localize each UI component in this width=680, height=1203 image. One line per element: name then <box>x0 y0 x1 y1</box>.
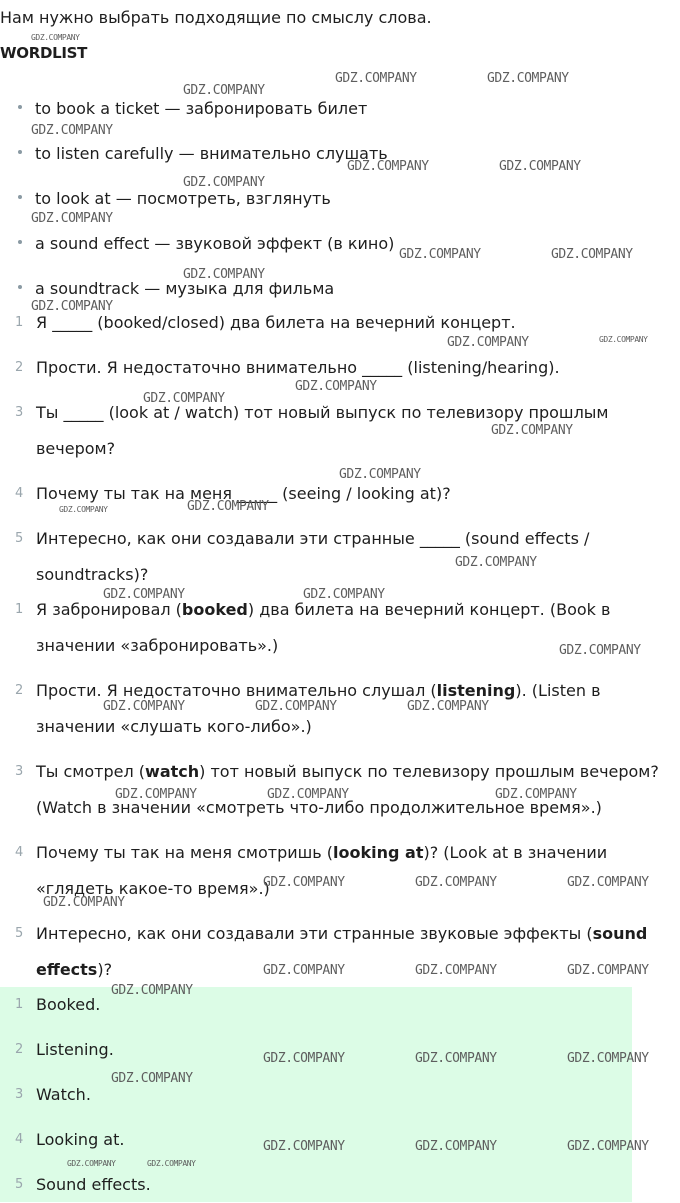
watermark: GDZ.COMPANY <box>599 335 648 344</box>
item-number: 1 <box>15 602 24 617</box>
watermark: GDZ.COMPANY <box>183 267 265 282</box>
watermark: GDZ.COMPANY <box>551 247 633 262</box>
item-text: Интересно, как они создавали эти странные _____ (sound effects / soundtracks)? <box>36 529 590 584</box>
watermark: GDZ.COMPANY <box>103 699 185 714</box>
watermark: GDZ.COMPANY <box>31 299 113 314</box>
watermark: GDZ.COMPANY <box>263 875 345 890</box>
watermark: GDZ.COMPANY <box>263 963 345 978</box>
watermark: GDZ.COMPANY <box>59 505 108 514</box>
watermark: GDZ.COMPANY <box>295 379 377 394</box>
watermark: GDZ.COMPANY <box>495 787 577 802</box>
watermark: GDZ.COMPANY <box>487 71 569 86</box>
watermark: GDZ.COMPANY <box>255 699 337 714</box>
answer-text: Sound effects. <box>36 1175 151 1194</box>
bullet-dot <box>18 195 22 199</box>
item-number: 1 <box>15 315 24 330</box>
item-number: 1 <box>15 997 24 1012</box>
watermark: GDZ.COMPANY <box>267 787 349 802</box>
item-number: 4 <box>15 486 24 501</box>
answer-text: Listening. <box>36 1040 114 1059</box>
watermark: GDZ.COMPANY <box>263 1139 345 1154</box>
item-number: 3 <box>15 764 24 779</box>
watermark: GDZ.COMPANY <box>111 1071 193 1086</box>
item-text: Почему ты так на меня _____ (seeing / looking at)? <box>36 484 451 503</box>
watermark: GDZ.COMPANY <box>143 391 225 406</box>
answer-text: Watch. <box>36 1085 91 1104</box>
watermark: GDZ.COMPANY <box>347 159 429 174</box>
watermark: GDZ.COMPANY <box>399 247 481 262</box>
watermark: GDZ.COMPANY <box>567 1051 649 1066</box>
watermark: GDZ.COMPANY <box>103 587 185 602</box>
watermark: GDZ.COMPANY <box>415 875 497 890</box>
watermark: GDZ.COMPANY <box>263 1051 345 1066</box>
item-number: 2 <box>15 360 24 375</box>
watermark: GDZ.COMPANY <box>67 1159 116 1168</box>
item-number: 4 <box>15 845 24 860</box>
watermark: GDZ.COMPANY <box>567 875 649 890</box>
watermark: GDZ.COMPANY <box>183 175 265 190</box>
item-text: Почему ты так на меня смотришь (looking at)? (Look at в значении «глядеть какое-то время».) <box>36 843 608 898</box>
item-text: Интересно, как они создавали эти странные звуковые эффекты (sound effects)? <box>36 924 648 979</box>
watermark: GDZ.COMPANY <box>415 963 497 978</box>
watermark: GDZ.COMPANY <box>31 211 113 226</box>
watermark: GDZ.COMPANY <box>187 499 269 514</box>
wordlist-heading: WORDLIST <box>0 44 88 62</box>
item-text: Прости. Я недостаточно внимательно _____ (listening/hearing). <box>36 358 560 377</box>
watermark: GDZ.COMPANY <box>499 159 581 174</box>
watermark: GDZ.COMPANY <box>43 895 125 910</box>
watermark: GDZ.COMPANY <box>407 699 489 714</box>
watermark: GDZ.COMPANY <box>303 587 385 602</box>
item-number: 4 <box>15 1132 24 1147</box>
watermark: GDZ.COMPANY <box>339 467 421 482</box>
item-number: 5 <box>15 531 24 546</box>
watermark: GDZ.COMPANY <box>491 423 573 438</box>
watermark: GDZ.COMPANY <box>115 787 197 802</box>
watermark: GDZ.COMPANY <box>455 555 537 570</box>
watermark: GDZ.COMPANY <box>567 1139 649 1154</box>
watermark: GDZ.COMPANY <box>111 983 193 998</box>
watermark: GDZ.COMPANY <box>567 963 649 978</box>
item-text: Прости. Я недостаточно внимательно слушал (listening). (Listen в значении «слушать кого-либо».) <box>36 681 601 736</box>
item-number: 3 <box>15 405 24 420</box>
answer-text: Booked. <box>36 995 101 1014</box>
watermark: GDZ.COMPANY <box>31 33 80 42</box>
item-number: 2 <box>15 683 24 698</box>
watermark: GDZ.COMPANY <box>31 123 113 138</box>
watermark: GDZ.COMPANY <box>559 643 641 658</box>
bullet-dot <box>18 150 22 154</box>
watermark: GDZ.COMPANY <box>147 1159 196 1168</box>
watermark: GDZ.COMPANY <box>335 71 417 86</box>
bullet-dot <box>18 240 22 244</box>
item-text: Я забронировал (booked) два билета на вечерний концерт. (Book в значении «забронировать».) <box>36 600 611 655</box>
item-number: 5 <box>15 926 24 941</box>
bullet-dot <box>18 105 22 109</box>
watermark: GDZ.COMPANY <box>183 83 265 98</box>
item-number: 3 <box>15 1087 24 1102</box>
bullet-dot <box>18 285 22 289</box>
item-number: 2 <box>15 1042 24 1057</box>
answer-text: Looking at. <box>36 1130 125 1149</box>
watermark: GDZ.COMPANY <box>447 335 529 350</box>
watermark: GDZ.COMPANY <box>415 1139 497 1154</box>
watermark: GDZ.COMPANY <box>415 1051 497 1066</box>
item-text: Ты смотрел (watch) тот новый выпуск по телевизору прошлым вечером? (Watch в значении «смотреть что-либо продолжительное время».) <box>36 762 659 817</box>
item-text: Ты _____ (look at / watch) тот новый выпуск по телевизору прошлым вечером? <box>36 403 609 458</box>
item-text: Я _____ (booked/closed) два билета на вечерний концерт. <box>36 313 516 332</box>
intro-text: Нам нужно выбрать подходящие по смыслу слова. <box>0 8 432 27</box>
item-number: 5 <box>15 1177 24 1192</box>
